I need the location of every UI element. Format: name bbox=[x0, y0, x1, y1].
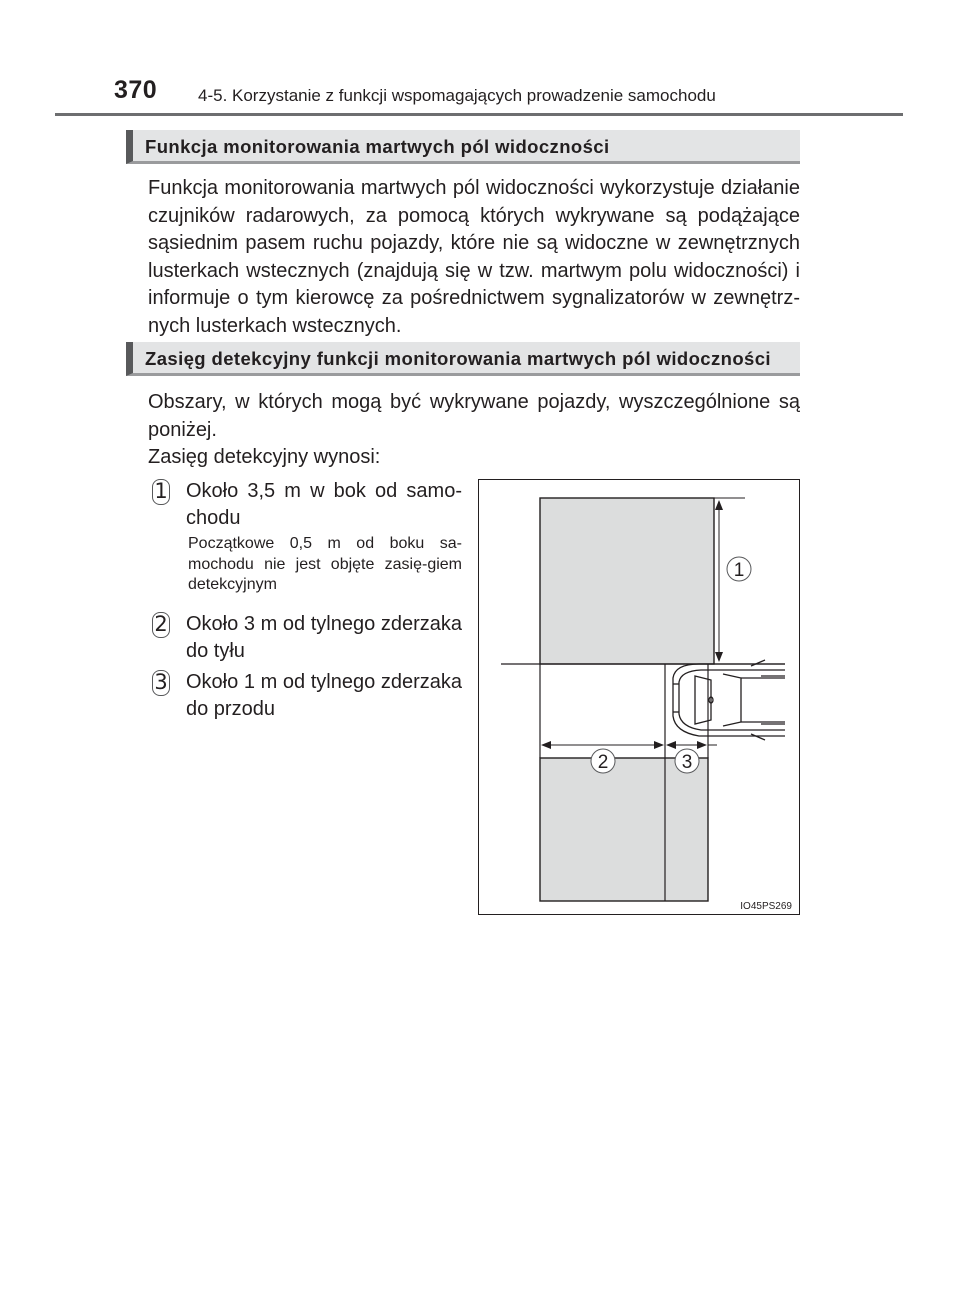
running-header: 4-5. Korzystanie z funkcji wspomagających prowadzenie samochodu bbox=[198, 86, 716, 105]
section-heading-text: Zasięg detekcyjny funkcji monitorowania martwych pól widoczności bbox=[145, 348, 771, 369]
item-text: Około 3 m od tylnego zderzaka do tyłu bbox=[186, 613, 462, 662]
callout-3-label: 3 bbox=[681, 752, 693, 773]
callout-1-label: 1 bbox=[733, 560, 745, 581]
section-heading-text: Funkcja monitorowania martwych pól widoczności bbox=[145, 136, 610, 157]
item-text: Około 1 m od tylnego zderzaka do przodu bbox=[186, 671, 462, 720]
item-text: Około 3,5 m w bok od samo-chodu bbox=[186, 480, 462, 529]
item-note: Początkowe 0,5 m od boku sa-mochodu nie jest objęte zasię-giem detekcyjnym bbox=[188, 535, 462, 593]
section1-body: Funkcja monitorowania martwych pól widoczności wykorzystuje działanie czujników radarowych, za pomocą których wykrywane są podążające sąsiednim pasem ruchu pojazdy, które nie są widoczne w zewnętrznych lusterkach wstecznych (znajdują się w tzw. martwym polu widoczności) i informuje o tym kierowcę za pośrednictwem sygnalizatorów w zewnętrz-nych lusterkach wstecznych. bbox=[148, 177, 800, 337]
item-number-badge: 3 bbox=[150, 670, 172, 694]
side-detection-zone bbox=[540, 498, 714, 664]
callout-2-label: 2 bbox=[597, 752, 609, 773]
header-rule bbox=[55, 113, 903, 116]
section2-intro: Obszary, w których mogą być wykrywane pojazdy, wyszczególnione są poniżej. bbox=[148, 391, 800, 441]
detection-range-diagram bbox=[478, 479, 800, 915]
item-number-badge: 2 bbox=[150, 612, 172, 636]
section-heading-blind-spot-monitor bbox=[126, 130, 800, 164]
rear-detection-zone bbox=[540, 758, 708, 901]
figure-code: IO45PS269 bbox=[740, 901, 792, 912]
item-number-badge: 1 bbox=[150, 479, 172, 503]
section-heading-detection-range bbox=[126, 342, 800, 376]
car-outline-icon bbox=[673, 660, 785, 740]
page-number: 370 bbox=[114, 76, 158, 104]
range-label: Zasięg detekcyjny wynosi: bbox=[148, 446, 381, 468]
